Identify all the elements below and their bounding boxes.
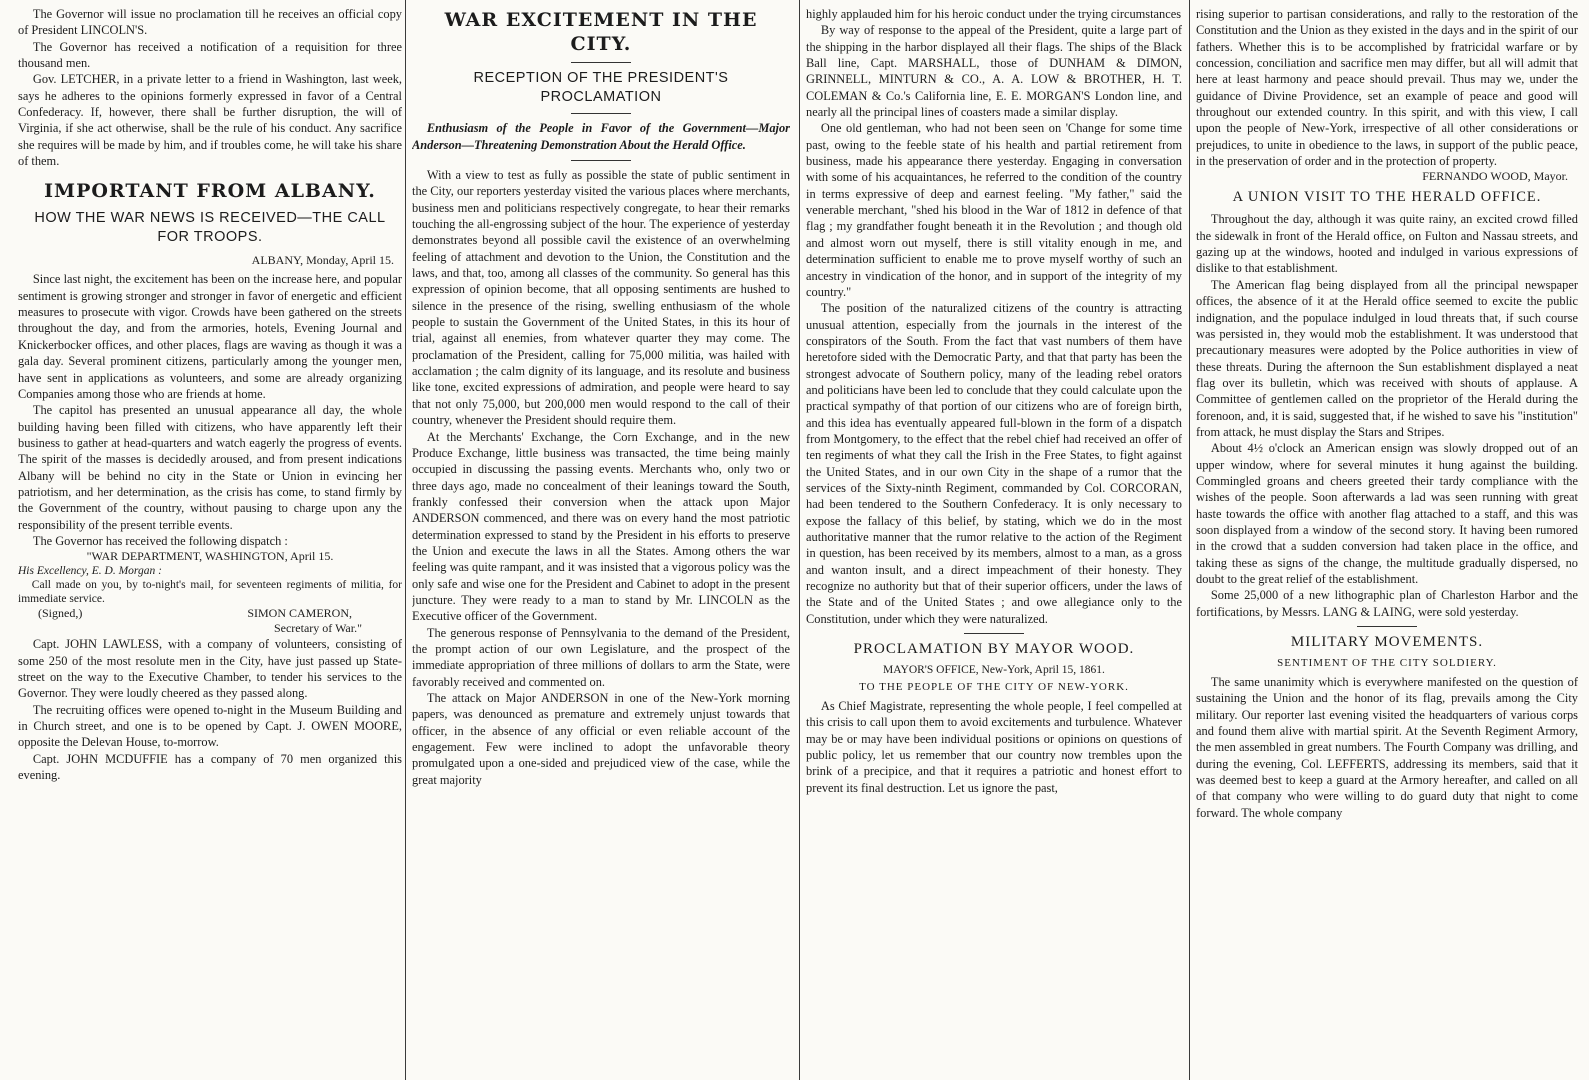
column-rule (799, 0, 800, 1080)
dateline: ALBANY, Monday, April 15. (251, 253, 394, 268)
column-2 (412, 6, 790, 1074)
divider (571, 62, 631, 63)
paragraph: At the Merchants' Exchange, the Corn Exchange, and in the new Produce Exchange, little business was transacted, the time being mainly occupied in discussing the passing events. Merchants who, only two or three days ago, made no concealment of their leanings toward the South, frankly confessed their conversion when the attack upon Major ANDERSON commenced, and there was on every hand the most patriotic determination expressed to stand by the President in his efforts to preserve the Union and execute the laws in all the States. Among others the war feeling was quite rampant, and it was insisted that a vigorous policy was the only safe and wise one for the President and Cabinet to adopt in the present juncture. They were ready to a man to stand by Mr. LINCOLN as the Executive officer of the Government. (412, 429, 790, 624)
paragraph: The same unanimity which is everywhere manifested on the question of sustaining the Union and the honor of its flag, prevails among the City military. Our reporter last evening visited the headquarters of various corps and found them alive with martial spirit. At the Seventh Regiment Armory, the men assembled in great numbers. The Fourth Company was drilling, and during the evening, Col. LEFFERTS, addressing its members, said that it was deemed best to keep a guard at the Armory hereafter, and called on all of that company who were willing to do guard duty that night to come forward. The whole company (1196, 675, 1578, 820)
paragraph: The recruiting offices were opened to-night in the Museum Building and in Church street, and one is to be opened by Capt. J. OWEN MOORE, opposite the Delevan House, to-morrow. (18, 702, 402, 750)
dateline: MAYOR'S OFFICE, New-York, April 15, 1861. (883, 664, 1105, 677)
paragraph: One old gentleman, who had not been seen on 'Change for some time past, owing to the feeble state of his health and partial retirement from business, made his appearance there yesterday. Engaging in conversation with some of his acquaintances, he referred to the condition of the country in terms expressive of deep and earnest feeling. "My father," said the venerable merchant, "shed his blood in the War of 1812 in defence of that flag ; my grandfather fought beneath it in the Revolution ; and though old and almost worn out myself, there is still vitality enough in me, and determination sufficient to enable me to prove myself worthy of such an ancestry in vindication of the honor, and in support of the integrity of my country." (806, 121, 1182, 299)
paragraph: Capt. JOHN LAWLESS, with a company of volunteers, consisting of some 250 of the most resolute men in the City, have just passed up State-street on the way to the Executive Chamber, to tender his services to the Governor. They were loudly cheered as they passed along. (18, 637, 402, 701)
divider (964, 633, 1024, 634)
headline: WAR EXCITEMENT IN THE CITY. (444, 9, 758, 55)
paragraph: Since last night, the excitement has been on the increase here, and popular sentiment is growing stronger and stronger in favor of energetic and efficient measures to prosecute with vigor. Crowds have been gathered on the streets throughout the day, and from the armories, hotels, Evening Journal and Knickerbocker offices, and other places, flags are waving as though it was a gala day. Several prominent citizens, particularly among the younger men, have sent in applications as volunteers, and some are already organizing Companies among those who are friends at home. (18, 272, 402, 401)
paragraph: By way of response to the appeal of the President, quite a large part of the shipping in the harbor displayed all their flags. The ships of the Black Ball line, Capt. MARSHALL, those of DUNHAM & DIMON, GRINNELL, MINTURN & CO., A. A. LOW & BROTHER, H. T. COLEMAN & Co.'s California line, E. E. MORGAN'S London line, and nearly all the principal lines of coasters made a similar display. (806, 23, 1182, 120)
mayor-signature: FERNANDO WOOD, Mayor. (1422, 169, 1568, 184)
deck: Enthusiasm of the People in Favor of the Government—Major Anderson—Threatening Demonstration About the Herald Office. (412, 121, 790, 152)
dispatch-signature (18, 606, 402, 621)
headline: PROCLAMATION BY MAYOR WOOD. (853, 641, 1135, 658)
column-1 (18, 6, 402, 1074)
paragraph: The Governor will issue no proclamation till he receives an official copy of President LINCOLN'S. (18, 7, 402, 38)
signer-name: SIMON CAMERON, (247, 606, 352, 621)
paragraph: Some 25,000 of a new lithographic plan of Charleston Harbor and the fortifications, by Messrs. LANG & LAING, were sold yesterday. (1196, 588, 1578, 619)
paragraph: highly applauded him for his heroic conduct under the trying circumstances (806, 7, 1182, 21)
subheadline: SENTIMENT OF THE CITY SOLDIERY. (1277, 657, 1497, 670)
column-rule (405, 0, 406, 1080)
column-3 (806, 6, 1182, 1074)
paragraph: Throughout the day, although it was quite rainy, an excited crowd filled the sidewalk in front of the Herald office, on Fulton and Nassau streets, and gazing up at the windows, hooted and indulged in various expressions of dislike to that establishment. (1196, 212, 1578, 276)
headline: A UNION VISIT TO THE HERALD OFFICE. (1232, 189, 1542, 206)
divider (571, 113, 631, 114)
paragraph: About 4½ o'clock an American ensign was slowly dropped out of an upper window, where for several minutes it hung against the building. Commingled groans and cheers greeted their tardy compliance with the wishes of the people. Soon afterwards a lad was seen running with great haste towards the office with another flag attached to a staff, and this was soon displayed from a window of the second story. It having been rumored in the crowd that a sudden conversion had taken place in the office, and taking these as signs of the change, the multitude gradually dispersed, no doubt to the great relief of the establishment. (1196, 441, 1578, 586)
headline: MILITARY MOVEMENTS. (1290, 634, 1484, 651)
paragraph: The Governor has received the following dispatch : (32, 533, 288, 548)
headline: IMPORTANT FROM ALBANY. (44, 180, 376, 203)
dispatch-header: "WAR DEPARTMENT, WASHINGTON, April 15. (86, 549, 334, 564)
signer-title: Secretary of War." (273, 621, 362, 636)
paragraph: Gov. LETCHER, in a private letter to a friend in Washington, last week, says he adheres to the opinions formerly expressed in favor of a Central Confederacy. If, however, there shall be further disruption, the will of Virginia, if she act otherwise, shall be the rule of his conduct. Any sacrifice she requires will be made by him, and if troubles come, he will take his share of them. (18, 72, 402, 169)
address-line: TO THE PEOPLE OF THE CITY OF NEW-YORK. (859, 681, 1129, 694)
paragraph: With a view to test as fully as possible the state of public sentiment in the City, our reporters yesterday visited the various places where merchants, business men and politicians respectively congregate, to hear their remarks touching the all-engrossing subject of the hour. The experience of yesterday demonstrates beyond all possible cavil the existence of an overwhelming feeling of attachment and devotion to the Union, the Constitution and the laws, and that, too, among all classes of the community. So general has this expression of opinion become, that all opposing sentiments are hushed to silence in the presence of the rising, swelling enthusiasm of the whole people to sustain the Government of the United States, in this its hour of trial, against all enemies, from whatever quarter they may come. The proclamation of the President, calling for 75,000 militia, was hailed with acclamation ; the calm dignity of its language, and its resolute and business like tone, excited expressions of admiration, and people were heard to say that not only 75,000, but 200,000 men would respond to the call of their country, whenever the President should require them. (412, 168, 790, 428)
signed-label: (Signed,) (38, 606, 83, 621)
paragraph: The position of the naturalized citizens of the country is attracting unusual attention, especially from the journals in the interest of the conspirators of the South. From the fact that vast numbers of them have heretofore sided with the Democratic Party, and that that party has been the strongest advocate of Southern policy, many of the leading rebel orators and politicians have been led to conclude that they could calculate upon the practical sympathy of that portion of our citizens who are of foreign birth, and this idea has eventually appeared full-blown in the form of a dispatch from Montgomery, to the effect that the rebel chief had received an offer of ten regiments of what they call the Irish in the Free States, to fight against the United States, and in our own City in the shape of a rumor that the services of the Sixty-ninth Regiment, commanded by Col. CORCORAN, had been tendered to the Southern Confederacy. It is only necessary to expose the fallacy of this belief, by stating, which we do in the most authoritative manner that the rumor relative to the action of the Regiment in question, has been received by its members, almost to a man, as a gross and wanton insult, and a direct impeachment of their honesty. They recognize no authority but that of their superior officers, under the laws of the State and of the United States ; and owe allegiance only to the Constitution, under which they were naturalized. (806, 301, 1182, 626)
dispatch-body: Call made on you, by to-night's mail, for seventeen regiments of militia, for immediate service. (18, 579, 402, 606)
column-rule (1189, 0, 1190, 1080)
paragraph: rising superior to partisan considerations, and rally to the restoration of the Constitution and the Union as they existed in the days and in the spirit of our fathers. Whether this is to be accomplished by fratricidal warfare or by concession, conciliation and sacrifice men may differ, but all will admit that here at least harmony and peace should prevail. Thus may we, under the guidance of Divine Providence, set an example of peace and good will throughout our extended country. In this spirit, and with this view, I call upon the people of New-York, irrespective of all other considerations or prejudices, to unite in obedience to the laws, in support of the public peace, in the preservation of order and in the protection of property. (1196, 7, 1578, 169)
dispatch-salutation: His Excellency, E. D. Morgan : (18, 565, 162, 578)
paragraph: The capitol has presented an unusual appearance all day, the whole building having been filled with citizens, who have apparently left their business to gather at head-quarters and watch eagerly the progress of events. The spirit of the masses is decidedly aroused, and from present indications Albany will be behind no city in the State or Union in evincing her patriotism, and her determination, as the crisis has come, to stand firmly by the Government of the country, without pausing to charge upon any the responsibility of the present terrible events. (18, 403, 402, 532)
paragraph: As Chief Magistrate, representing the whole people, I feel compelled at this crisis to call upon them to avoid excitements and turbulence. Whatever may be or may have been individual positions or opinions on questions of public policy, let us remember that our country now trembles upon the brink of a precipice, and that it requires a patriotic and honest effort to prevent its final destruction. Let us ignore the past, (806, 699, 1182, 795)
column-4 (1196, 6, 1578, 1074)
paragraph: The American flag being displayed from all the principal newspaper offices, the absence of it at the Herald office seemed to excite the public indignation, and the populace indulged in loud threats that, if such course was persisted in, they would mob the establishment. It was understood that precautionary measures were adopted by the Police authorities in view of these threats. During the afternoon the Sun establishment displayed a neat flag over its bulletin, which was received with shouts of applause. A Committee of gentlemen called on the proprietor of the Herald during the forenoon, and, it is said, suggested that, if he wished to save his "institution" from attack, he must display the Stars and Stripes. (1196, 277, 1578, 439)
paragraph: The Governor has received a notification of a requisition for three thousand men. (18, 39, 402, 71)
paragraph: The generous response of Pennsylvania to the demand of the President, the prompt action of our own Legislature, and the prospect of the immediate appropriation of three millions of dollars to arm the State, were favorably received and commented on. (412, 625, 790, 689)
divider (1357, 626, 1417, 627)
paragraph: The attack on Major ANDERSON in one of the New-York morning papers, was denounced as premature and extremely unjust towards that officer, in the absence of any official or even reliable account of the engagement. Few were inclined to adopt the unfavorable theory promulgated upon a one-sided and prejudiced view of the case, while the great majority (412, 691, 790, 787)
subheadline: RECEPTION OF THE PRESIDENT'S PROCLAMATION (473, 70, 729, 105)
paragraph: Capt. JOHN MCDUFFIE has a company of 70 men organized this evening. (18, 751, 402, 783)
divider (571, 160, 631, 161)
subheadline: HOW THE WAR NEWS IS RECEIVED—THE CALL FOR TROOPS. (34, 210, 386, 246)
